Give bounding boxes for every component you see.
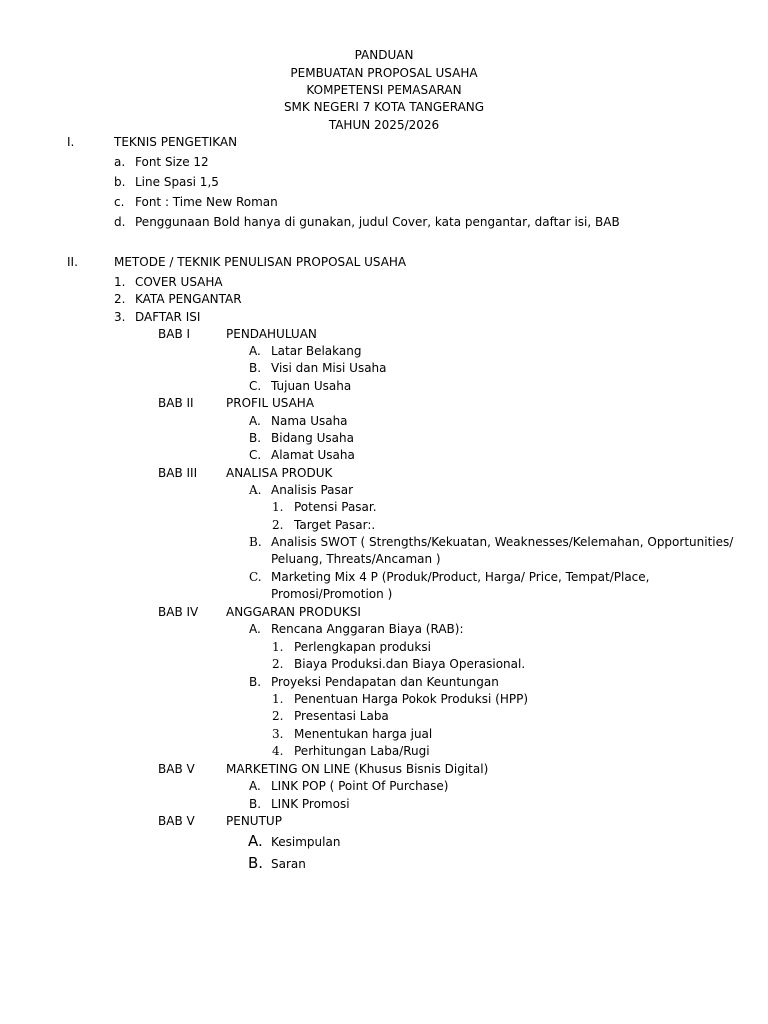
bab-label: BAB V bbox=[158, 762, 195, 776]
sub-list-marker: 4. bbox=[272, 744, 284, 758]
list-item: LINK POP ( Point Of Purchase) bbox=[271, 779, 449, 793]
bab-title: PROFIL USAHA bbox=[226, 396, 315, 410]
list-item: Font Size 12 bbox=[135, 155, 209, 169]
title-line-2: PEMBUATAN PROPOSAL USAHA bbox=[290, 66, 478, 80]
list-marker: B. bbox=[249, 797, 262, 811]
bab-title: PENUTUP bbox=[226, 814, 282, 828]
list-marker: A. bbox=[248, 832, 263, 850]
list-marker: B. bbox=[249, 431, 262, 445]
list-marker: A. bbox=[249, 622, 261, 636]
title-line-1: PANDUAN bbox=[354, 48, 414, 62]
list-item: Line Spasi 1,5 bbox=[135, 175, 219, 189]
section-2-title: METODE / TEKNIK PENULISAN PROPOSAL USAHA bbox=[114, 255, 407, 269]
bab-title: ANALISA PRODUK bbox=[226, 466, 333, 480]
bab-label: BAB V bbox=[158, 814, 195, 828]
title-line-5: TAHUN 2025/2026 bbox=[328, 118, 440, 132]
list-item: Penggunaan Bold hanya di gunakan, judul Cover, kata pengantar, daftar isi, BAB bbox=[135, 215, 620, 229]
bab-title: ANGGARAN PRODUKSI bbox=[226, 605, 361, 619]
list-item-continuation: Promosi/Promotion ) bbox=[271, 587, 393, 601]
list-item: Font : Time New Roman bbox=[135, 195, 278, 209]
list-item: Nama Usaha bbox=[271, 414, 348, 428]
bab-title: MARKETING ON LINE (Khusus Bisnis Digital) bbox=[226, 762, 489, 776]
list-marker: a. bbox=[114, 155, 126, 169]
list-marker: C. bbox=[249, 570, 262, 584]
list-marker: B. bbox=[249, 535, 262, 549]
bab-label: BAB III bbox=[158, 466, 198, 480]
list-item: Latar Belakang bbox=[271, 344, 362, 358]
section-1-number: I. bbox=[67, 135, 75, 149]
list-item: Marketing Mix 4 P (Produk/Product, Harga/ Price, Tempat/Place, bbox=[271, 570, 650, 584]
sub-list-item: Biaya Produksi.dan Biaya Operasional. bbox=[294, 657, 526, 671]
list-marker: B. bbox=[249, 675, 262, 689]
list-marker: C. bbox=[249, 448, 262, 462]
list-marker: 1. bbox=[114, 275, 126, 289]
sub-list-item: Presentasi Laba bbox=[294, 709, 389, 723]
list-item: LINK Promosi bbox=[271, 797, 350, 811]
bab-label: BAB IV bbox=[158, 605, 199, 619]
title-line-4: SMK NEGERI 7 KOTA TANGERANG bbox=[283, 100, 485, 114]
sub-list-marker: 1. bbox=[272, 692, 284, 706]
list-item: Rencana Anggaran Biaya (RAB): bbox=[271, 622, 464, 636]
list-item: Proyeksi Pendapatan dan Keuntungan bbox=[271, 675, 499, 689]
list-marker: c. bbox=[114, 195, 125, 209]
sub-list-marker: 2. bbox=[272, 657, 284, 671]
list-marker: b. bbox=[114, 175, 126, 189]
list-item: DAFTAR ISI bbox=[135, 310, 201, 324]
title-line-3: KOMPETENSI PEMASARAN bbox=[306, 83, 462, 97]
sub-list-item: Penentuan Harga Pokok Produksi (HPP) bbox=[294, 692, 528, 706]
list-item: Bidang Usaha bbox=[271, 431, 354, 445]
list-item: COVER USAHA bbox=[135, 275, 223, 289]
list-marker: 3. bbox=[114, 310, 126, 324]
sub-list-item: Perhitungan Laba/Rugi bbox=[294, 744, 430, 758]
list-marker: C. bbox=[249, 379, 262, 393]
list-item: Analisis Pasar bbox=[271, 483, 354, 497]
list-marker: 2. bbox=[114, 292, 126, 306]
sub-list-item: Perlengkapan produksi bbox=[294, 640, 431, 654]
list-marker: A. bbox=[249, 779, 261, 793]
list-marker: A. bbox=[249, 414, 261, 428]
list-marker: A. bbox=[249, 483, 262, 497]
sub-list-marker: 2. bbox=[272, 518, 284, 532]
list-item: Visi dan Misi Usaha bbox=[271, 361, 387, 375]
sub-list-marker: 1. bbox=[272, 500, 284, 514]
sub-list-marker: 2. bbox=[272, 709, 284, 723]
bab-title: PENDAHULUAN bbox=[226, 327, 317, 341]
list-item: Tujuan Usaha bbox=[271, 379, 352, 393]
list-marker: A. bbox=[249, 344, 261, 358]
list-item: Analisis SWOT ( Strengths/Kekuatan, Weaknesses/Kelemahan, Opportunities/ bbox=[271, 535, 734, 549]
section-2-number: II. bbox=[67, 255, 78, 269]
sub-list-marker: 3. bbox=[272, 727, 284, 741]
sub-list-item: Menentukan harga jual bbox=[294, 727, 433, 741]
list-item: Kesimpulan bbox=[271, 835, 341, 849]
list-item-continuation: Peluang, Threats/Ancaman ) bbox=[271, 552, 441, 566]
list-item: Saran bbox=[271, 857, 306, 871]
sub-list-item: Potensi Pasar. bbox=[294, 500, 377, 514]
list-marker: d. bbox=[114, 215, 126, 229]
bab-label: BAB II bbox=[158, 396, 194, 410]
section-1-title: TEKNIS PENGETIKAN bbox=[114, 135, 238, 149]
list-marker: B. bbox=[249, 361, 262, 375]
bab-label: BAB I bbox=[158, 327, 191, 341]
sub-list-item: Target Pasar:. bbox=[294, 518, 376, 532]
list-item: KATA PENGANTAR bbox=[135, 292, 242, 306]
list-marker: B. bbox=[248, 854, 264, 872]
list-item: Alamat Usaha bbox=[271, 448, 355, 462]
sub-list-marker: 1. bbox=[272, 640, 284, 654]
